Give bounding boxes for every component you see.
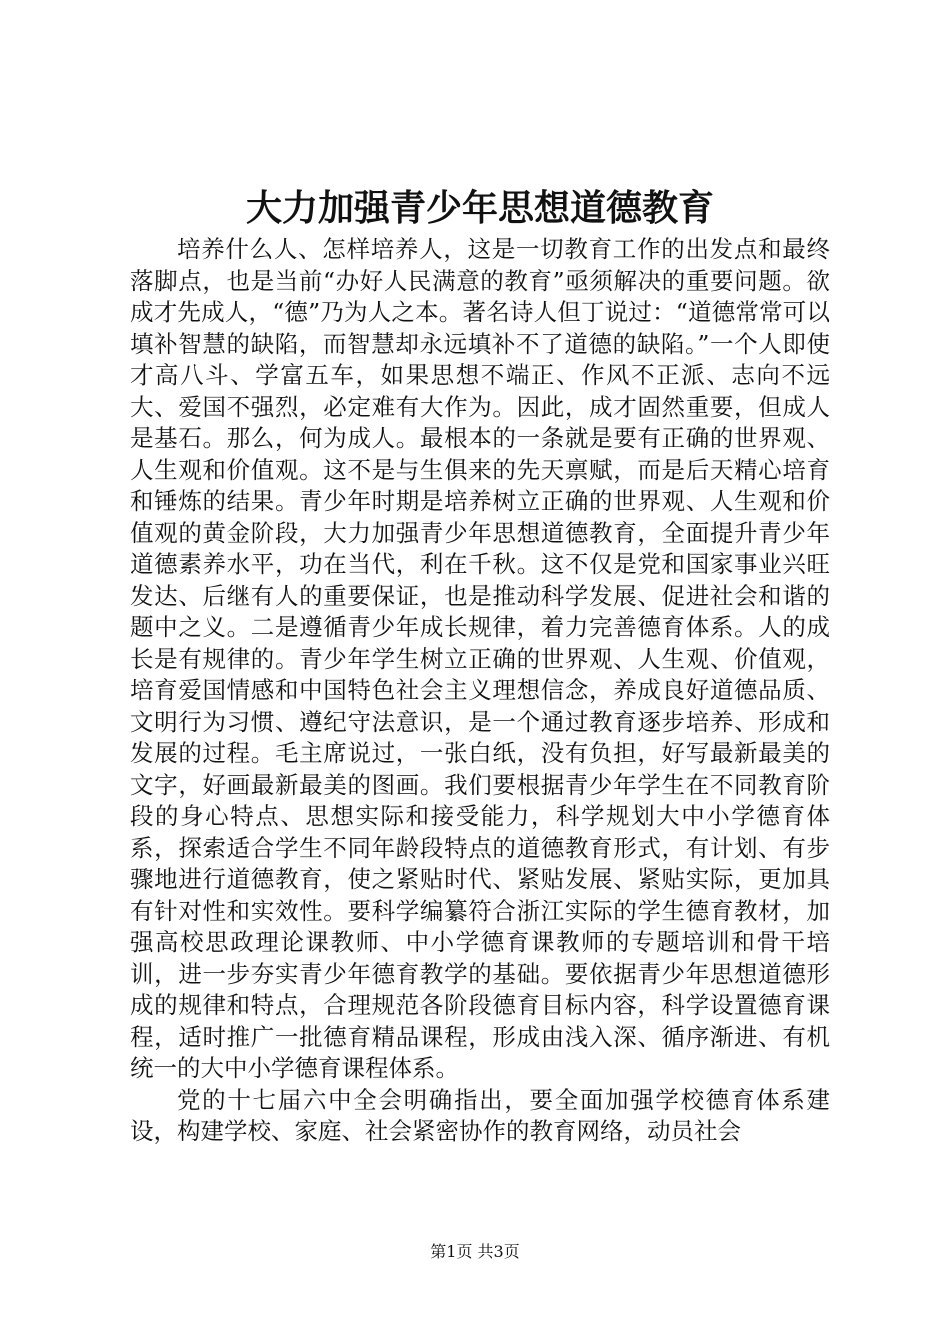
page-number-footer: 第1页 共3页 <box>430 1242 520 1261</box>
body-paragraph-1: 培养什么人、怎样培养人，这是一切教育工作的出发点和最终落脚点，也是当前“办好人民满意的教育”亟须解决的重要问题。欲成才先成人，“德”乃为人之本。著名诗人但丁说过：“道德常常可以填补智慧的缺陷，而智慧却永远填补不了道德的缺陷。”一个人即使才高八斗、学富五车，如果思想不端正、作风不正派、志向不远大、爱国不强烈，必定难有大作为。因此，成才固然重要，但成人是基石。那么，何为成人。最根本的一条就是要有正确的世界观、人生观和价值观。这不是与生俱来的先天禀赋，而是后天精心培育和锤炼的结果。青少年时期是培养树立正确的世界观、人生观和价值观的黄金阶段，大力加强青少年思想道德教育，全面提升青少年道德素养水平，功在当代，利在千秋。这不仅是党和国家事业兴旺发达、后继有人的重要保证，也是推动科学发展、促进社会和谐的题中之义。二是遵循青少年成长规律，着力完善德育体系。人的成长是有规律的。青少年学生树立正确的世界观、人生观、价值观，培育爱国情感和中国特色社会主义理想信念，养成良好道德品质、文明行为习惯、遵纪守法意识，是一个通过教育逐步培养、形成和发展的过程。毛主席说过，一张白纸，没有负担，好写最新最美的文字，好画最新最美的图画。我们要根据青少年学生在不同教育阶段的身心特点、思想实际和接受能力，科学规划大中小学德育体系，探索适合学生不同年龄段特点的道德教育形式，有计划、有步骤地进行道德教育，使之紧贴时代、紧贴发展、紧贴实际，更加具有针对性和实效性。要科学编纂符合浙江实际的学生德育教材，加强高校思政理论课教师、中小学德育课教师的专题培训和骨干培训，进一步夯实青少年德育教学的基础。要依据青少年思想道德形成的规律和特点，合理规范各阶段德育目标内容，科学设置德育课程，适时推广一批德育精品课程，形成由浅入深、循序渐进、有机统一的大中小学德育课程体系。 <box>130 235 830 1082</box>
body-paragraph-2: 党的十七届六中全会明确指出，要全面加强学校德育体系建设，构建学校、家庭、社会紧密协作的教育网络，动员社会 <box>130 1085 830 1145</box>
document-body <box>130 234 830 1148</box>
document-title: 大力加强青少年思想道德教育 <box>245 187 714 229</box>
